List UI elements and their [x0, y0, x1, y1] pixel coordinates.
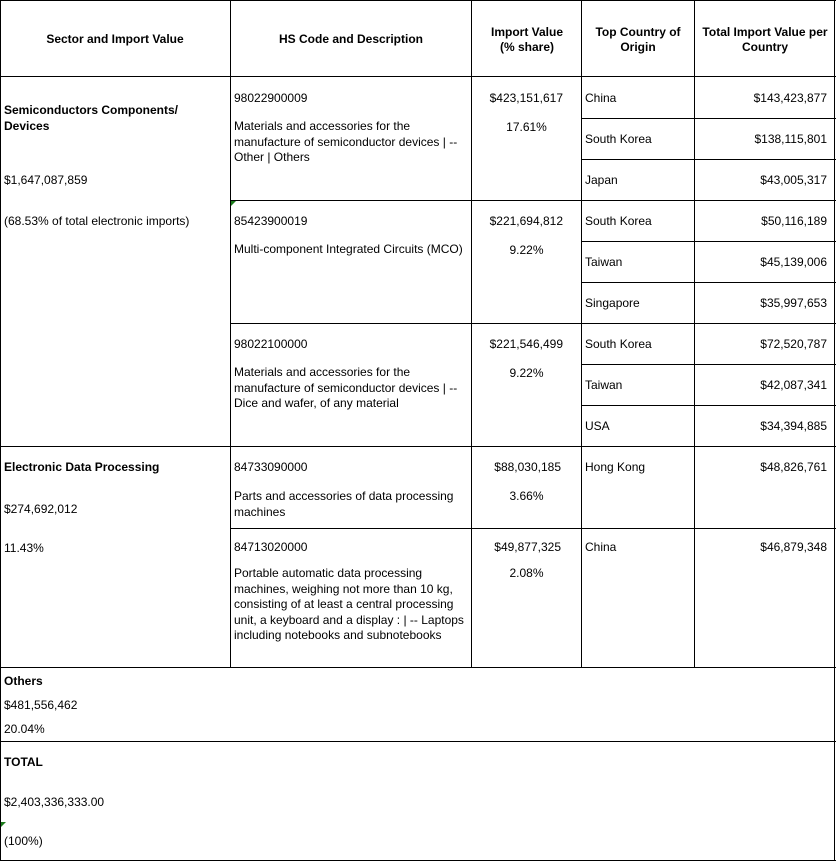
- table-border-bottom: [0, 860, 836, 861]
- section-divider: [0, 741, 836, 742]
- country-name: Taiwan: [585, 255, 623, 269]
- hs-code: 84713020000: [234, 540, 308, 554]
- table-border-top: [0, 0, 836, 1]
- others-value: $481,556,462: [4, 698, 78, 712]
- country-value: $43,005,317: [760, 173, 827, 187]
- import-share: 17.61%: [506, 120, 547, 134]
- hs-code: 98022100000: [234, 337, 308, 351]
- hs-code: 98022900009: [234, 91, 308, 105]
- import-share: 9.22%: [509, 243, 544, 257]
- sector-value: $1,647,087,859: [4, 173, 88, 187]
- table-border-right: [834, 0, 835, 861]
- country-divider: [581, 405, 836, 406]
- sector-name: Electronic Data Processing: [4, 460, 160, 474]
- hs-code: 85423900019: [234, 214, 308, 228]
- column-divider: [581, 0, 582, 667]
- country-value: $46,879,348: [760, 540, 827, 554]
- country-value: $143,423,877: [753, 91, 827, 105]
- country-name: South Korea: [585, 132, 652, 146]
- cell-note-marker: [1, 822, 6, 827]
- import-value: $49,877,325: [494, 540, 561, 554]
- header-top-country: Top Country of Origin: [595, 25, 681, 54]
- section-divider: [0, 667, 836, 668]
- hs-description: Materials and accessories for the manufacture of semiconductor devices | -- Dice and wafer, of any material: [234, 365, 458, 410]
- sector-share: (68.53% of total electronic imports): [4, 214, 190, 228]
- country-value: $42,087,341: [760, 378, 827, 392]
- header-sector: Sector and Import Value: [46, 32, 184, 46]
- sector-share: 11.43%: [4, 541, 44, 555]
- others-label: Others: [4, 674, 43, 688]
- section-divider: [0, 446, 836, 447]
- country-name: Taiwan: [585, 378, 623, 392]
- country-name: Japan: [585, 173, 618, 187]
- hs-code: 84733090000: [234, 460, 308, 474]
- import-share: 9.22%: [509, 366, 544, 380]
- country-name: China: [585, 540, 617, 554]
- country-name: South Korea: [585, 337, 652, 351]
- country-divider: [581, 241, 836, 242]
- header-import-value: Import Value (% share): [490, 25, 564, 54]
- total-share: (100%): [4, 834, 43, 848]
- country-value: $138,115,801: [754, 132, 827, 146]
- total-label: TOTAL: [4, 755, 43, 769]
- country-divider: [581, 282, 836, 283]
- import-value: $423,151,617: [489, 91, 563, 105]
- total-value: $2,403,336,333.00: [4, 795, 105, 809]
- country-name: Hong Kong: [585, 460, 646, 474]
- sector-name: Semiconductors Components/ Devices: [4, 103, 179, 133]
- country-divider: [581, 159, 836, 160]
- table-border-left: [0, 0, 1, 861]
- import-value: $221,546,499: [489, 337, 563, 351]
- country-divider: [581, 364, 836, 365]
- country-value: $72,520,787: [760, 337, 827, 351]
- import-value: $221,694,812: [489, 214, 563, 228]
- import-share: 2.08%: [509, 566, 544, 580]
- country-value: $34,394,885: [760, 419, 827, 433]
- others-share: 20.04%: [4, 722, 45, 736]
- header-total-per-country: Total Import Value per Country: [702, 25, 828, 54]
- column-divider: [230, 0, 231, 667]
- country-name: USA: [585, 419, 610, 433]
- row-divider: [230, 200, 836, 201]
- import-value: $88,030,185: [494, 460, 561, 474]
- country-value: $45,139,006: [760, 255, 827, 269]
- hs-description: Multi-component Integrated Circuits (MCO): [234, 242, 463, 256]
- country-divider: [581, 118, 836, 119]
- header-bottom-border: [0, 76, 836, 77]
- hs-description: Portable automatic data processing machines, weighing not more than 10 kg, consisting of at least a central processing unit, a keyboard and a display : | -- Laptops including notebooks and subnotebooks: [234, 566, 464, 642]
- column-divider: [694, 0, 695, 667]
- row-divider: [230, 323, 836, 324]
- cell-note-marker: [231, 201, 236, 206]
- country-name: China: [585, 91, 617, 105]
- country-value: $50,116,189: [761, 214, 827, 228]
- country-name: South Korea: [585, 214, 652, 228]
- country-value: $35,997,653: [760, 296, 827, 310]
- header-hs-code: HS Code and Description: [278, 32, 424, 46]
- country-value: $48,826,761: [760, 460, 827, 474]
- sector-value: $274,692,012: [4, 502, 78, 516]
- import-share: 3.66%: [509, 489, 544, 503]
- row-divider: [230, 528, 836, 529]
- country-name: Singapore: [585, 296, 640, 310]
- hs-description: Materials and accessories for the manufacture of semiconductor devices | -- Other | Others: [234, 119, 458, 164]
- hs-description: Parts and accessories of data processing machines: [234, 489, 454, 519]
